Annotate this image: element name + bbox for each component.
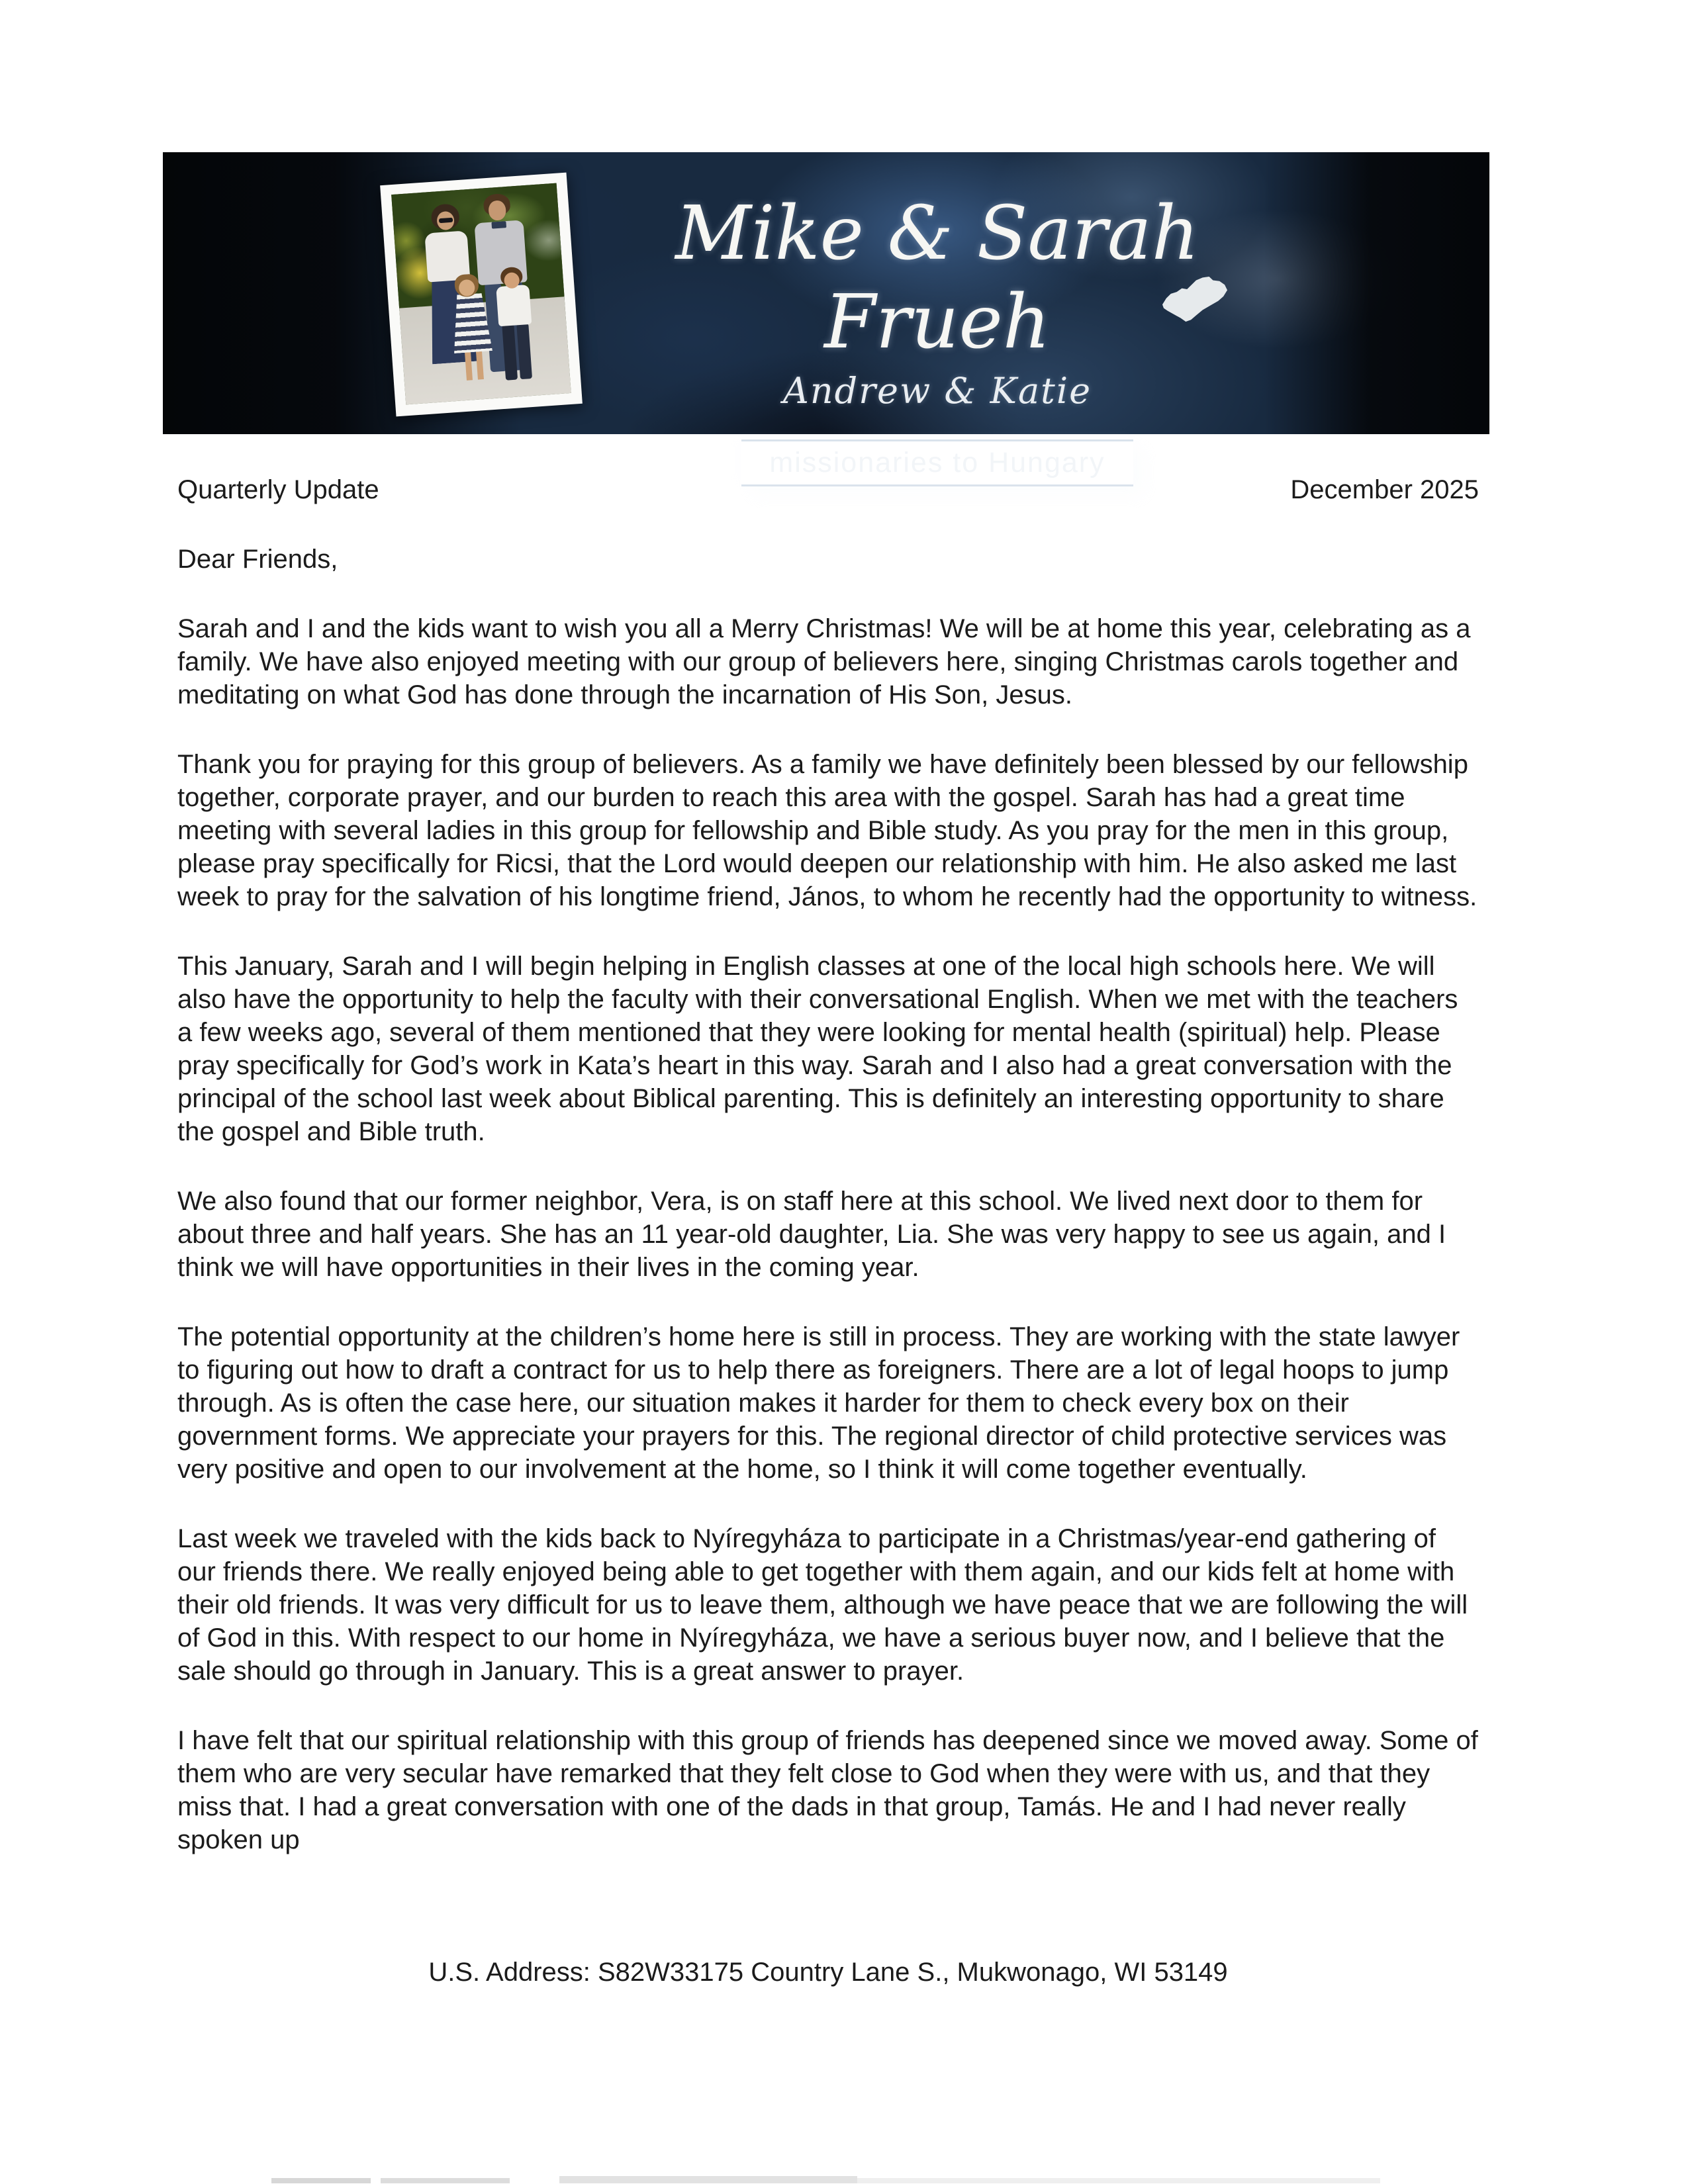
scan-artifact	[381, 2178, 510, 2183]
footer-address: U.S. Address: S82W33175 Country Lane S., Mukwonago, WI 53149	[428, 1958, 1228, 1987]
banner-tagline: missionaries to Hungary	[769, 447, 1105, 479]
photo-detail	[491, 221, 506, 229]
newsletter-banner	[163, 152, 1489, 479]
letter-paragraph: Thank you for praying for this group of believers. As a family we have definitely been blessed by our fellowship together, corporate prayer, and our burden to reach this area with the gospel. Sarah has had a great time meeting with several ladies in this group for fellowship and Bible study. As you pray for the men in this group, please pray specifically for Ricsi, that the Lord would deepen our relationship with him. He also asked me last week to pray for the salvation of his longtime friend, János, to whom he recently had the opportunity to witness.	[177, 750, 1477, 911]
banner-subtitle: Andrew & Katie	[782, 369, 1092, 412]
banner-title: Mike & Sarah Frueh	[675, 191, 1199, 366]
letter-meta-row	[177, 473, 1479, 506]
letter-body	[177, 473, 1479, 1987]
family-photo-image	[391, 183, 571, 405]
family-photo	[380, 173, 583, 417]
scan-artifact	[857, 2178, 1380, 2183]
letter-paragraph: This January, Sarah and I will begin helping in English classes at one of the local high schools here. We will also have the opportunity to help the faculty with their conversational English. When we met with the teachers a few weeks ago, several of them mentioned that they were looking for mental health (spiritual) help. Please pray specifically for God’s work in Kata’s heart in this way. Sarah and I also had a great conversation with the principal of the school last week about Biblical parenting. This is definitely an interesting opportunity to share the gospel and Bible truth.	[177, 952, 1458, 1146]
banner-text-block	[586, 189, 1288, 486]
photo-detail	[439, 218, 453, 223]
letter-paragraph: We also found that our former neighbor, Vera, is on staff here at this school. We lived next door to them for about three and half years. She has an 11 year-old daughter, Lia. She was very happy to see us again, and I think we will have opportunities in their lives in the coming year.	[177, 1187, 1446, 1282]
scan-artifact	[559, 2176, 857, 2183]
photo-detail	[496, 285, 532, 326]
letter-paragraph: Sarah and I and the kids want to wish you all a Merry Christmas! We will be at home this year, celebrating as a family. We have also enjoyed meeting with our group of believers here, singing Christmas carols together and meditating on what God has done through the incarnation of His Son, Jesus.	[177, 614, 1471, 709]
letter-paragraph: Last week we traveled with the kids back to Nyíregyháza to participate in a Christmas/year-end gathering of our friends there. We really enjoyed being able to get together with them again, and our kids felt at home with their old friends. It was very difficult for us to leave them, although we have peace that we are following the will of God in this. With respect to our home in Nyíregyháza, we have a serious buyer now, and I believe that the sale should go through in January. This is a great answer to prayer.	[177, 1524, 1468, 1686]
doc-type-label: Quarterly Update	[177, 475, 379, 504]
date-label: December 2025	[1290, 475, 1479, 504]
letter-paragraph: I have felt that our spiritual relationship with this group of friends has deepened since we moved away. Some of them who are very secular have remarked that they felt close to God when they were with us, and that they miss that. I had a great conversation with one of the dads in that group, Tamás. He and I had never really spoken up	[177, 1726, 1478, 1854]
letter-paragraph: The potential opportunity at the children’s home here is still in process. They are working with the state lawyer to figuring out how to draft a contract for us to help there as foreigners. There are a lot of legal hoops to jump through. As is often the case here, our situation makes it harder for them to check every box on their government forms. We appreciate your prayers for this. The regional director of child protective services was very positive and open to our involvement at the home, so I think it will come together eventually.	[177, 1322, 1460, 1484]
scan-artifact	[271, 2178, 371, 2183]
salutation: Dear Friends,	[177, 545, 338, 574]
